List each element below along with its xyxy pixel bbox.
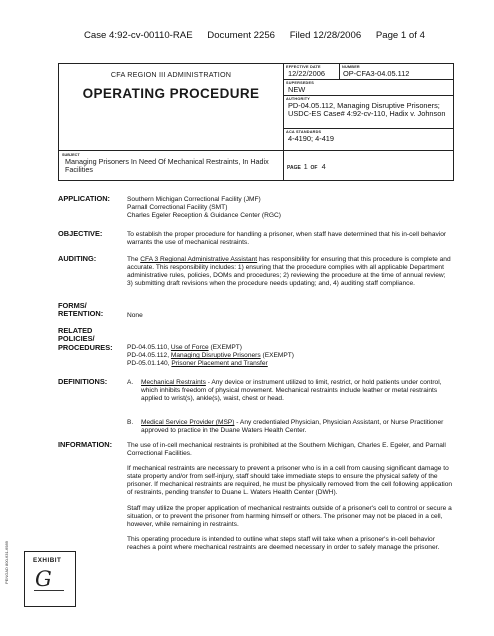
application-label: APPLICATION: <box>58 194 111 203</box>
related-policies-list <box>127 344 453 368</box>
supersedes-label: SUPERSEDES <box>286 81 314 85</box>
forms-retention-text: None <box>127 312 143 319</box>
definition-letter: A. <box>127 379 134 386</box>
policy-link: Prisoner Placement and Transfer <box>171 360 268 368</box>
policy-link: Managing Disruptive Prisoners <box>170 352 261 360</box>
procedure-header-form <box>58 63 454 181</box>
information-label: INFORMATION: <box>58 440 113 449</box>
list-item: PD-04.05.112, Managing Disruptive Prisoners (EXEMPT) <box>127 352 295 360</box>
supersedes-value: NEW <box>288 85 306 94</box>
procedure-number: OP-CFA3-04.05.112 <box>343 69 410 78</box>
exhibit-title: EXHIBIT <box>33 557 62 564</box>
information-text: The use of in-cell mechanical restraints is prohibited at the Southern Michigan, Charles E. Egeler, and Parnall Correctional Facilities. If mechanical restraints are necessary to prevent a prisoner who is in a cell from causing significant damage to state property and/or from self-injury, staff should take immediate steps to ensure the physical safety of the prisoner. If mechanical restraints are required, he must be physically removed from the cell following application of restraints, pending transfer to Duane L. Waters Health Center (DWH). Staff may utilize the proper application of mechanical restraints outside of a prisoner's cell to control or secure a situation, or to prevent the prisoner from harming himself or others. The prisoner may not be placed in a cell, however, while remaining in restraints. This operating procedure is intended to outline what steps staff will take when a prisoner's in-cell behavior reaches a point where mechanical restraints are deemed necessary in order to safely manage the prisoner. <box>127 442 453 551</box>
definitions-label: DEFINITIONS: <box>58 377 108 386</box>
aca-standards-value: 4-4190; 4-419 <box>288 134 335 143</box>
list-item: PD-05.01.140, Prisoner Placement and Transfer <box>127 360 268 368</box>
definition-mechanical-restraints: Mechanical Restraints - Any device or instrument utilized to limit, restrict, or hold patients under control, which inhibits freedom of physical movement. Mechanical restraints include leather or metal restraints applied to wrist(s), ankle(s), waist, chest or head. <box>141 379 442 403</box>
document-title: OPERATING PROCEDURE <box>82 86 260 101</box>
exhibit-mark: G <box>35 567 52 591</box>
definition-term: Mechanical Restraints <box>141 379 206 386</box>
case-header <box>84 30 425 41</box>
page-indicator: Page 1 of 4 <box>375 30 425 41</box>
policy-link: Use of Force <box>170 344 209 351</box>
auditing-text: The CFA 3 Regional Administrative Assistant has responsibility for ensuring that this procedure is complete and accurate. This responsibility includes: 1) ensuring that the procedure complies with all applicable Department administrative rules, policies, DOMs and procedures; 2) reviewing the procedure at the time of annual review; 3) submitting draft revisions when the procedure needs updating; and, 4) auditing staff compliance. <box>127 256 451 288</box>
authority-value: PD-04.05.112, Managing Disruptive Prisoners; USDC-ES Case# 4:92-cv-110, Hadix v. Johnson <box>288 101 446 119</box>
definition-medical-service-provider: Medical Service Provider (MSP) - Any credentialed Physician, Physician Assistant, or Nurse Practitioner approved to practice in the Duane Waters Health Center. <box>141 419 444 435</box>
objective-text: To establish the proper procedure for handling a prisoner, when staff have determined that his in-cell behavior warrants the use of mechanical restraints. <box>127 231 447 247</box>
authority-label: AUTHORITY <box>286 97 310 101</box>
case-number: Case 4:92-cv-00110-RAE <box>84 30 193 41</box>
filed-date: Filed 12/28/2006 <box>289 30 362 41</box>
definition-term: Medical Service Provider (MSP) <box>141 419 235 426</box>
exhibit-sticker <box>24 551 76 607</box>
page-number: 1 <box>303 162 308 171</box>
effective-date-label: EFFECTIVE DATE <box>286 65 321 69</box>
exhibit-vendor-text: PENGAD 800-631-6989 <box>4 541 9 584</box>
page-total: 4 <box>321 162 326 171</box>
page-field: PAGE 1 OF 4 <box>287 162 326 171</box>
region-name: CFA REGION III ADMINISTRATION <box>110 70 232 79</box>
forms-retention-label: FORMS/ RETENTION: <box>58 301 104 319</box>
subject-value: Managing Prisoners In Need Of Mechanical Restraints, In Hadix Facilities <box>65 157 269 175</box>
subject-label: SUBJECT <box>62 153 80 157</box>
auditing-label: AUDITING: <box>58 254 97 263</box>
auditing-responsible-link: CFA 3 Regional Administrative Assistant <box>140 256 258 263</box>
related-policies-label: RELATED POLICIES/ PROCEDURES: <box>58 326 113 352</box>
objective-label: OBJECTIVE: <box>58 229 103 238</box>
aca-standards-label: ACA STANDARDS <box>286 130 322 134</box>
document-number: Document 2256 <box>207 30 276 41</box>
definition-letter: B. <box>127 419 134 426</box>
number-label: NUMBER <box>342 65 360 69</box>
effective-date: 12/22/2006 <box>288 69 325 78</box>
application-text: Southern Michigan Correctional Facility (JMF) Parnall Correctional Facility (SMT) Charles Egeler Reception & Guidance Center (RGC) <box>127 196 281 220</box>
list-item: PD-04.05.110, Use of Force (EXEMPT) <box>127 344 242 351</box>
